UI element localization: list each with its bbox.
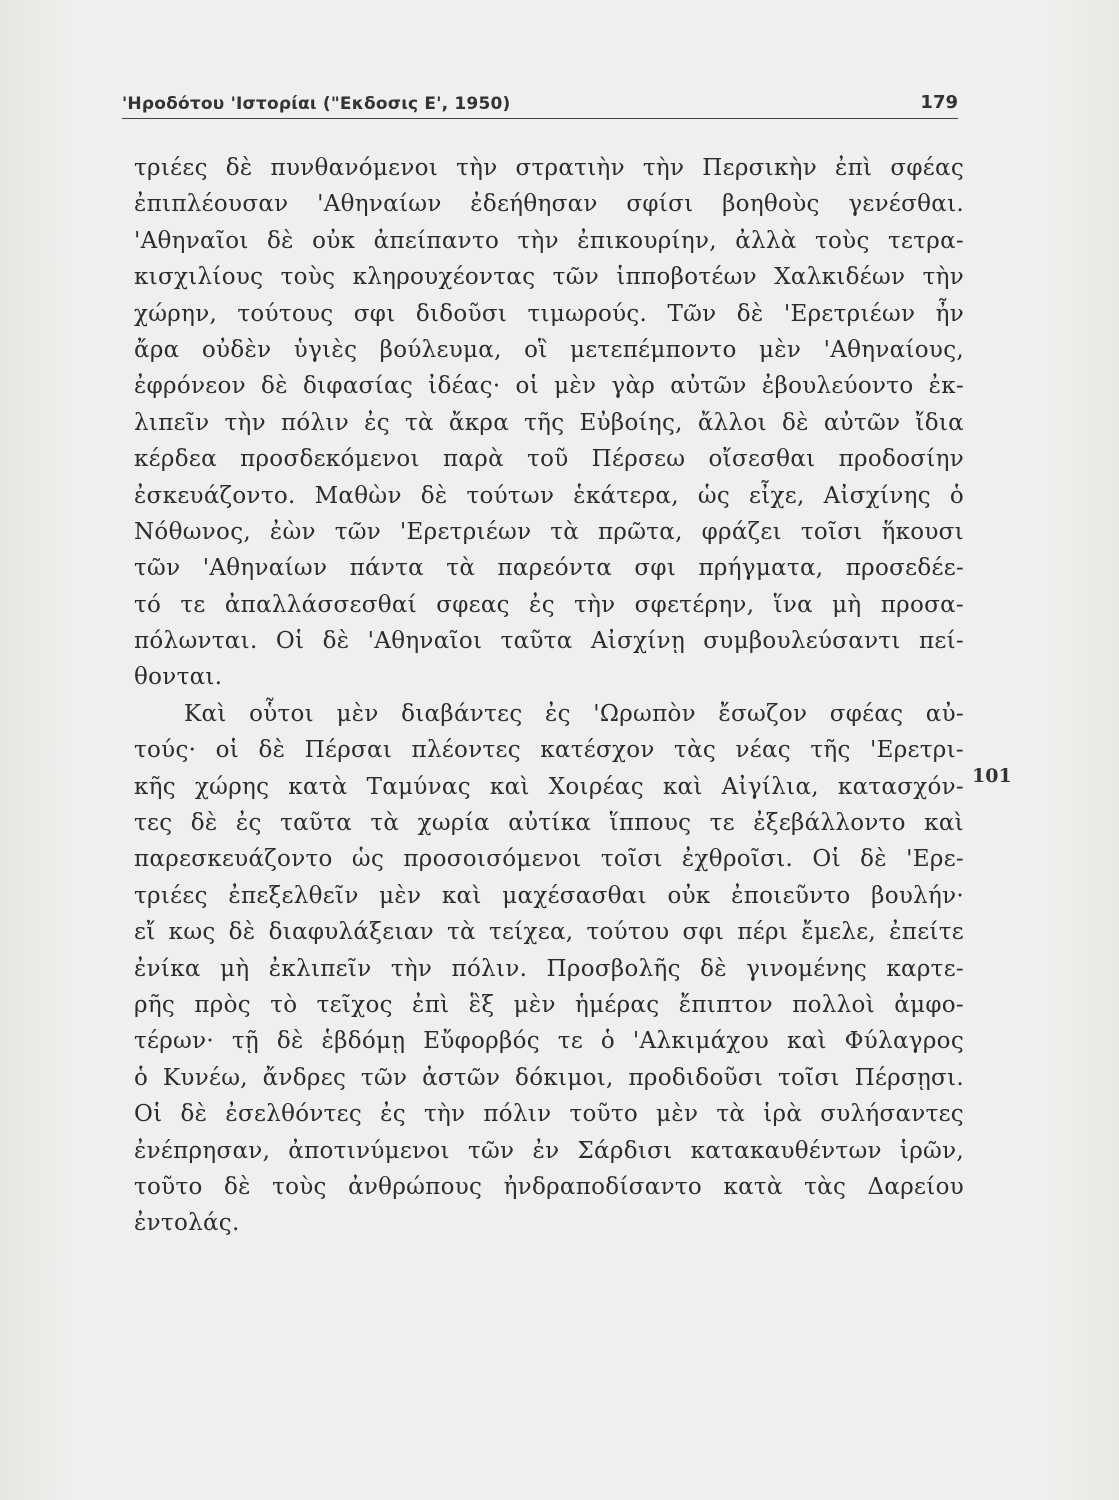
header-title: 'Ηροδότου 'Ιστορίαι ("Εκδοσις Ε', 1950) (122, 94, 511, 114)
text-line: ἐνέπρησαν, ἀποτινύμενοι τῶν ἐν Σάρδισι κατακαυθέντων ἱρῶν, (134, 1137, 964, 1164)
text-line: κέρδεα προσδεκόμενοι παρὰ τοῦ Πέρσεω οἴσεσθαι προδοσίην (134, 446, 964, 473)
body-text (134, 150, 964, 1242)
text-line: ἄρα οὐδὲν ὑγιὲς βούλευμα, οἳ μετεπέμποντο μὲν 'Αθηναίους, (134, 336, 964, 363)
text-line: εἴ κως δὲ διαφυλάξειαν τὰ τείχεα, τούτου σφι πέρι ἔμελε, ἐπείτε (134, 919, 964, 946)
margin-section-number: 101 (972, 765, 1012, 787)
text-line: ἐφρόνεον δὲ διφασίας ἰδέας· οἱ μὲν γὰρ αὐτῶν ἐβουλεύοντο ἐκ- (134, 373, 964, 400)
text-line: τοῦτο δὲ τοὺς ἀνθρώπους ἠνδραποδίσαντο κατὰ τὰς Δαρείου (134, 1173, 964, 1200)
text-line: τῶν 'Αθηναίων πάντα τὰ παρεόντα σφι πρήγματα, προσεδέε- (134, 555, 964, 582)
page-number: 179 (920, 92, 958, 113)
running-header (122, 88, 958, 119)
paragraph-1 (134, 150, 964, 696)
text-line: πόλωνται. Οἱ δὲ 'Αθηναῖοι ταῦτα Αἰσχίνῃ συμβουλεύσαντι πεί- (134, 628, 964, 655)
text-line: ἐπιπλέουσαν 'Αθηναίων ἐδεήθησαν σφίσι βοηθοὺς γενέσθαι. (134, 191, 964, 218)
text-line: τό τε ἀπαλλάσσεσθαί σφεας ἐς τὴν σφετέρην, ἵνα μὴ προσα- (134, 591, 964, 618)
text-line: ὁ Κυνέω, ἄνδρες τῶν ἀστῶν δόκιμοι, προδιδοῦσι τοῖσι Πέρσῃσι. (134, 1064, 964, 1091)
text-line: 'Αθηναῖοι δὲ οὐκ ἀπείπαντο τὴν ἐπικουρίην, ἀλλὰ τοὺς τετρα- (134, 227, 964, 254)
text-line: λιπεῖν τὴν πόλιν ἐς τὰ ἄκρα τῆς Εὐβοίης, ἄλλοι δὲ αὐτῶν ἴδια (134, 409, 964, 436)
text-line: παρεσκευάζοντο ὡς προσοισόμενοι τοῖσι ἐχθροῖσι. Οἱ δὲ 'Ερε- (134, 846, 964, 873)
text-line: κισχιλίους τοὺς κληρουχέοντας τῶν ἱπποβοτέων Χαλκιδέων τὴν (134, 264, 964, 291)
text-line: τριέες δὲ πυνθανόμενοι τὴν στρατιὴν τὴν Περσικὴν ἐπὶ σφέας (134, 155, 964, 181)
text-line: ἐντολάς. (134, 1210, 240, 1237)
text-line: τέρων· τῇ δὲ ἑβδόμῃ Εὔφορβός τε ὁ 'Αλκιμάχου καὶ Φύλαγρος (134, 1028, 964, 1055)
text-line: ρῆς πρὸς τὸ τεῖχος ἐπὶ ἓξ μὲν ἡμέρας ἔπιπτον πολλοὶ ἀμφο- (134, 991, 964, 1018)
paragraph-2 (134, 696, 964, 1242)
text-line: τριέες ἐπεξελθεῖν μὲν καὶ μαχέσασθαι οὐκ ἐποιεῦντο βουλήν· (134, 882, 964, 909)
text-line: Νόθωνος, ἐὼν τῶν 'Ερετριέων τὰ πρῶτα, φράζει τοῖσι ἥκουσι (134, 518, 964, 545)
text-line: τες δὲ ἐς ταῦτα τὰ χωρία αὐτίκα ἵππους τε ἐξεβάλλοντο καὶ (134, 810, 964, 837)
text-line: Οἱ δὲ ἐσελθόντες ἐς τὴν πόλιν τοῦτο μὲν τὰ ἱρὰ συλήσαντες (134, 1101, 964, 1128)
text-line: χώρην, τούτους σφι διδοῦσι τιμωρούς. Τῶν δὲ 'Ερετριέων ἦν (134, 300, 964, 327)
text-line: κῆς χώρης κατὰ Ταμύνας καὶ Χοιρέας καὶ Αἰγίλια, κατασχόν- (134, 773, 964, 800)
text-line: ἐνίκα μὴ ἐκλιπεῖν τὴν πόλιν. Προσβολῆς δὲ γινομένης καρτε- (134, 955, 964, 982)
text-line: ἐσκευάζοντο. Μαθὼν δὲ τούτων ἑκάτερα, ὡς εἶχε, Αἰσχίνης ὁ (134, 482, 964, 509)
text-line: θονται. (134, 664, 223, 691)
text-line: Καὶ οὗτοι μὲν διαβάντες ἐς 'Ωρωπὸν ἔσωζον σφέας αὐ- (184, 700, 964, 727)
text-line: τούς· οἱ δὲ Πέρσαι πλέοντες κατέσχον τὰς νέας τῆς 'Ερετρι- (134, 737, 964, 764)
